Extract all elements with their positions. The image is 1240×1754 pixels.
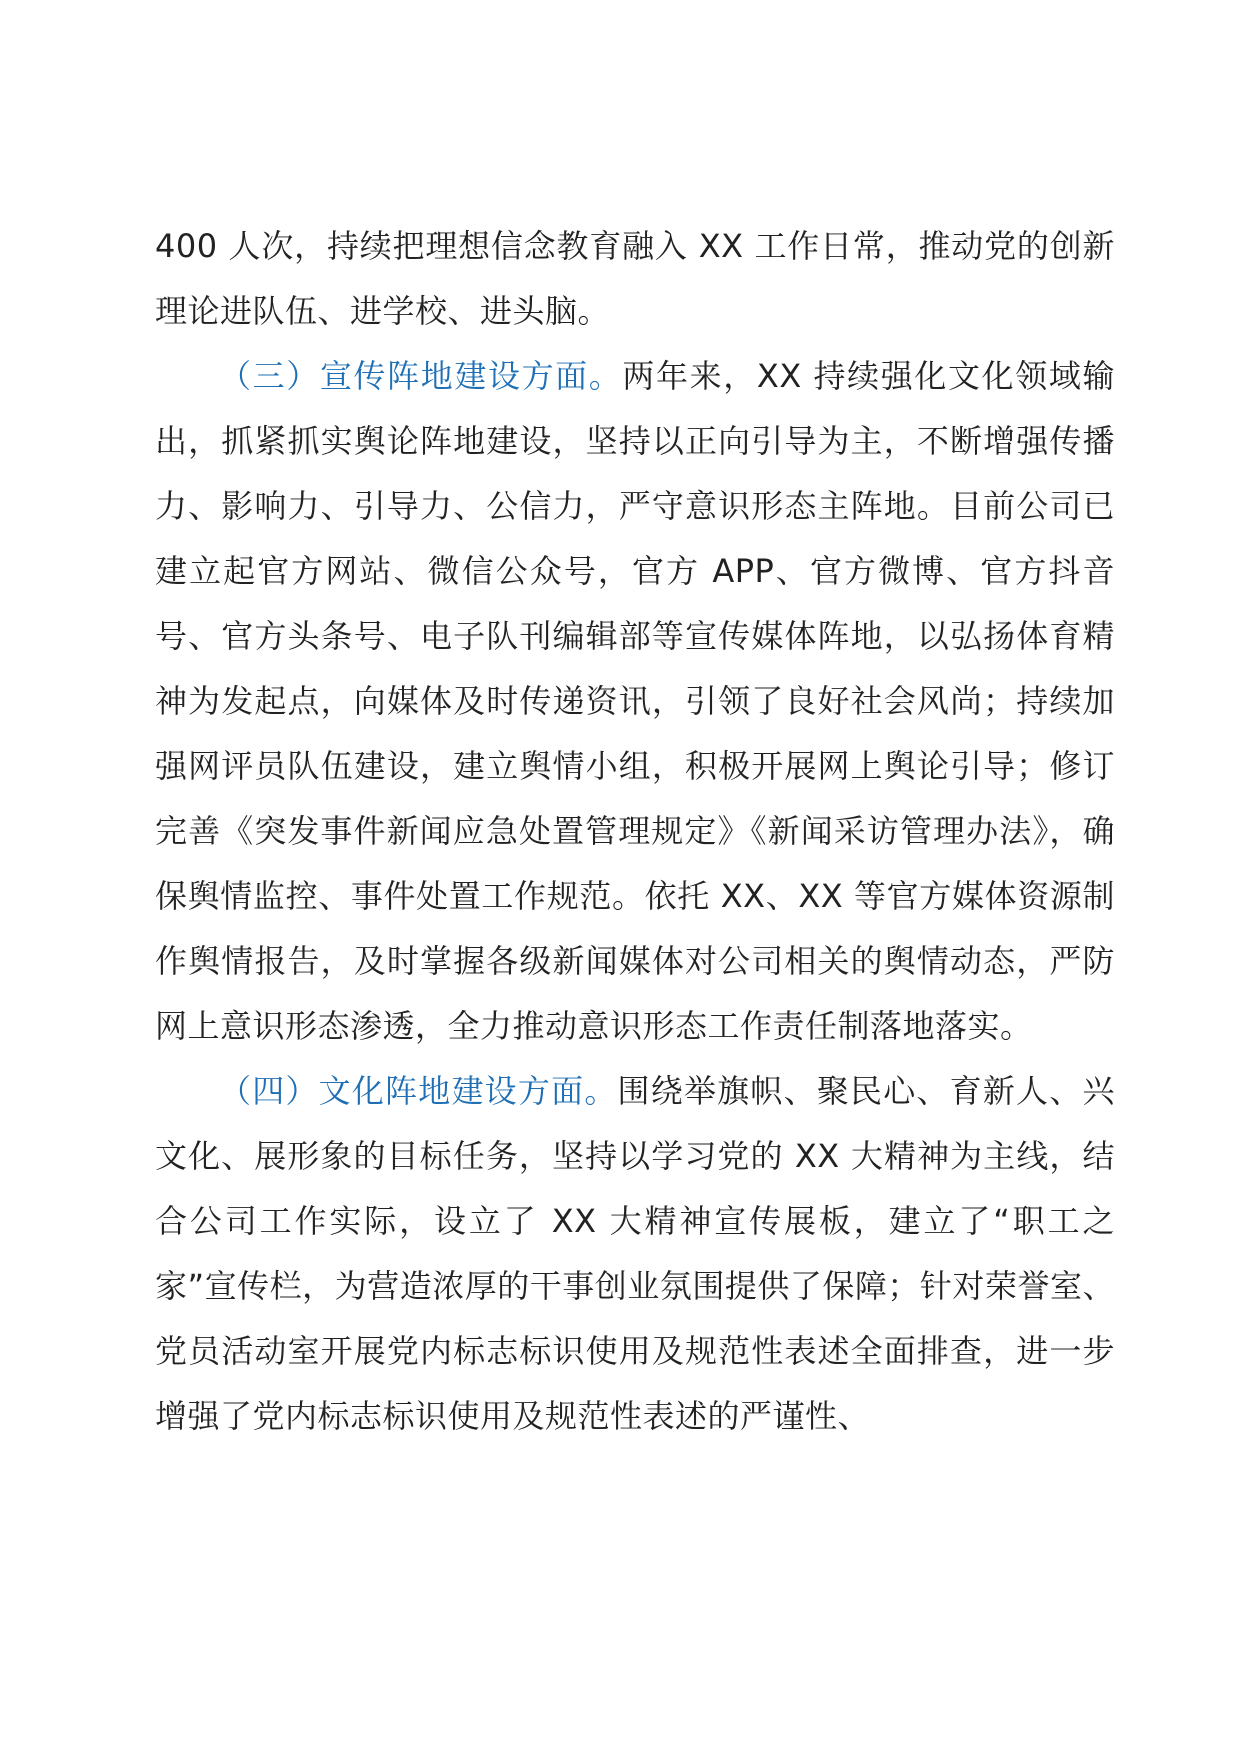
document-body xyxy=(155,214,1115,1449)
paragraph-continuation xyxy=(155,214,1115,344)
paragraph-publicity-position xyxy=(155,344,1115,1059)
paragraph-text: 围绕举旗帜、聚民心、育新人、兴文化、展形象的目标任务，坚持以学习党的 XX 大精神为主线，结合公司工作实际，设立了 XX 大精神宣传展板，建立了“职工之家”宣传栏，为营造浓厚的干事创业氛围提供了保障；针对荣誉室、党员活动室开展党内标志标识使用及规范性表述全面排查，进一步增强了党内标志标识使用及规范性表述的严谨性、 xyxy=(155,1072,1115,1435)
paragraph-cultural-position xyxy=(155,1059,1115,1449)
paragraph-text: 两年来，XX 持续强化文化领域输出，抓紧抓实舆论阵地建设，坚持以正向引导为主，不断增强传播力、影响力、引导力、公信力，严守意识形态主阵地。目前公司已建立起官方网站、微信公众号，官方 APP、官方微博、官方抖音号、官方头条号、电子队刊编辑部等宣传媒体阵地，以弘扬体育精神为发起点，向媒体及时传递资讯，引领了良好社会风尚；持续加强网评员队伍建设，建立舆情小组，积极开展网上舆论引导；修订完善《突发事件新闻应急处置管理规定》《新闻采访管理办法》，确保舆情监控、事件处置工作规范。依托 XX、XX 等官方媒体资源制作舆情报告，及时掌握各级新闻媒体对公司相关的舆情动态，严防网上意识形态渗透，全力推动意识形态工作责任制落地落实。 xyxy=(155,357,1115,1045)
section-heading-culture: （四）文化阵地建设方面。 xyxy=(219,1072,618,1110)
paragraph-text: 400 人次，持续把理想信念教育融入 XX 工作日常，推动党的创新理论进队伍、进学校、进头脑。 xyxy=(155,227,1115,330)
section-heading-publicity: （三）宣传阵地建设方面。 xyxy=(219,357,623,395)
